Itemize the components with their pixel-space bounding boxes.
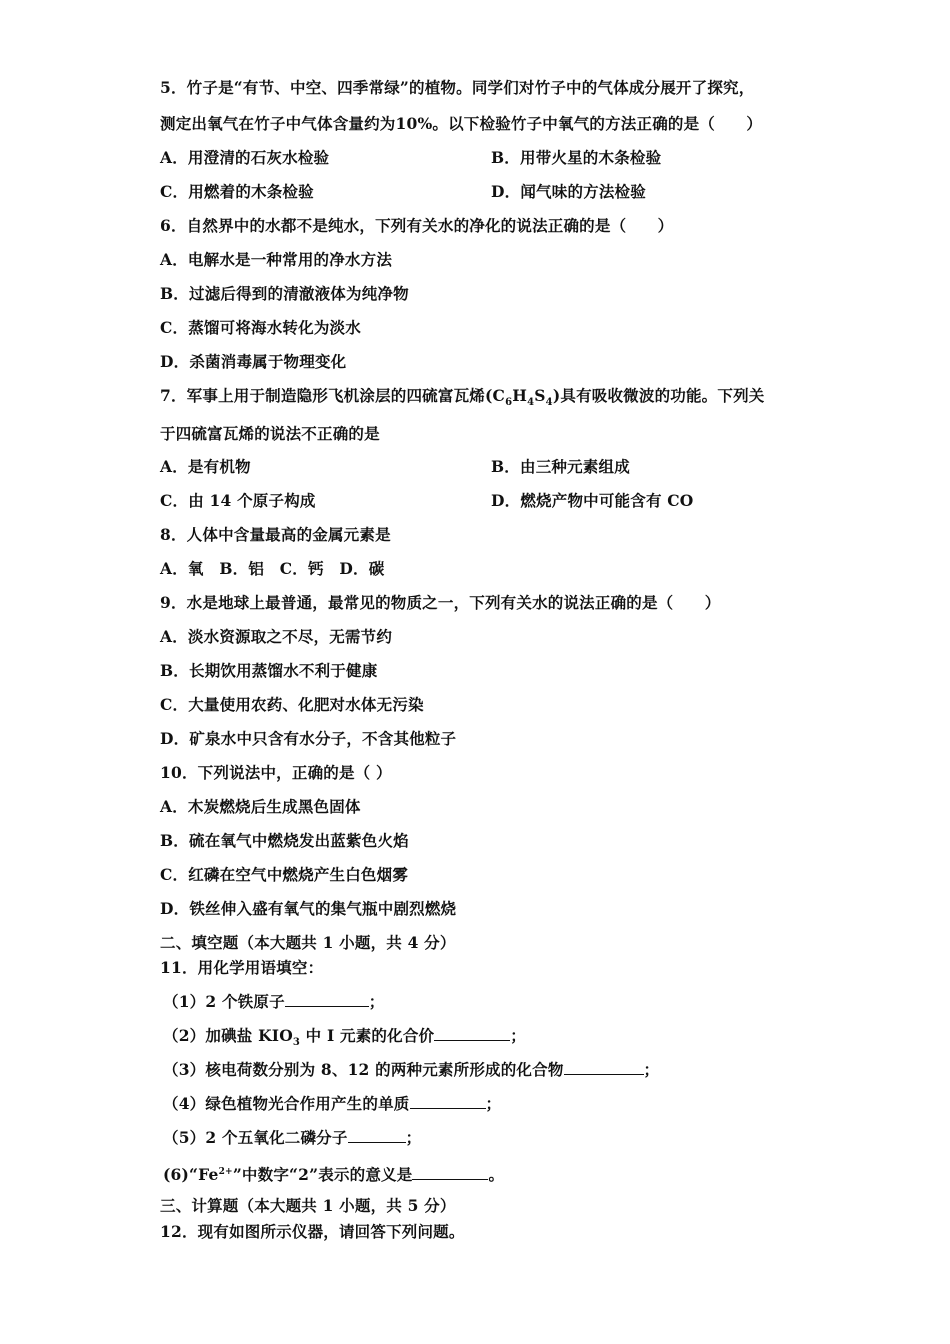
q11-part1-end: ； [368,992,385,1011]
q6-option-d: D．杀菌消毒属于物理变化 [160,352,347,371]
q10-option-b: B．硫在氧气中燃烧发出蓝紫色火焰 [160,831,409,850]
q5-option-d: D．闻气味的方法检验 [491,182,646,201]
section-fill-in-heading: 二、填空题（本大题共 1 小题，共 4 分） [160,933,456,952]
q7-option-b: B．由三种元素组成 [491,457,630,476]
q11-part2 [163,1026,526,1053]
q11-stem: 11．用化学用语填空： [160,958,324,977]
q10-option-d: D．铁丝伸入盛有氧气的集气瓶中剧烈燃烧 [160,899,457,918]
q10-option-c: C．红磷在空气中燃烧产生白色烟雾 [160,865,409,884]
q5-option-c: C．用燃着的木条检验 [160,182,314,201]
q11-part2-text-mid: 中 I 元素的化合价 [300,1026,435,1045]
q11-part2-text: （2）加碘盐 KIO [163,1026,293,1045]
q7-formula-h: H [512,386,528,405]
q11-part5-answer-blank[interactable] [348,1128,406,1143]
q7-stem-line1-post: )具有吸收微波的功能。下列关 [552,386,765,405]
q5-option-b: B．用带火星的木条检验 [491,148,662,167]
q11-part4-answer-blank[interactable] [410,1094,486,1109]
q7-option-c: C．由 14 个原子构成 [160,491,316,510]
q11-part1-text: （1）2 个铁原子 [163,992,285,1011]
q7-stem-line1-pre: 7．军事上用于制造隐形飞机涂层的四硫富瓦烯(C [160,386,506,405]
q11-part4-end: ； [485,1094,502,1113]
q8-options: A．氧 B．铝 C．钙 D．碳 [160,559,385,578]
q11-part6-text-mid: ”中数字“2”表示的意义是 [232,1165,413,1185]
q11-part5-end: ； [405,1128,422,1147]
q10-stem: 10．下列说法中，正确的是（ ） [160,763,392,782]
q11-part6-end: 。 [488,1165,505,1185]
q7-option-a: A．是有机物 [160,457,251,476]
q11-part6 [163,1162,504,1185]
q5-stem-line1: 5．竹子是“有节、中空、四季常绿”的植物。同学们对竹子中的气体成分展开了探究， [160,78,755,97]
q11-part4 [163,1094,501,1114]
q11-part2-sub: 3 [292,1037,301,1049]
q11-part6-text: (6)“Fe [163,1165,219,1185]
q7-option-d: D．燃烧产物中可能含有 CO [491,491,694,510]
q7-stem-line1 [160,386,764,413]
q11-part2-answer-blank[interactable] [434,1026,510,1041]
section-calculation-heading: 三、计算题（本大题共 1 小题，共 5 分） [160,1196,456,1215]
q11-part2-end: ； [510,1026,526,1045]
q8-stem: 8．人体中含量最高的金属元素是 [160,525,391,544]
q7-formula-s: S [534,386,546,405]
q9-option-b: B．长期饮用蒸馏水不利于健康 [160,661,378,680]
q11-part4-text: （4）绿色植物光合作用产生的单质 [163,1094,410,1113]
q6-option-b: B．过滤后得到的清澈液体为纯净物 [160,284,409,303]
q9-stem: 9．水是地球上最普通，最常见的物质之一，下列有关水的说法正确的是（ ） [160,593,721,612]
q9-option-d: D．矿泉水中只含有水分子，不含其他粒子 [160,729,457,748]
q6-stem: 6．自然界中的水都不是纯水，下列有关水的净化的说法正确的是（ ） [160,216,674,235]
q11-part6-sup: 2+ [218,1167,233,1177]
q11-part5 [163,1128,421,1148]
q11-part3-text: （3）核电荷数分别为 8、12 的两种元素所形成的化合物 [163,1060,564,1079]
q6-option-c: C．蒸馏可将海水转化为淡水 [160,318,361,337]
q7-formula-sub-c: 6 [505,397,513,409]
q6-option-a: A．电解水是一种常用的净水方法 [160,250,393,269]
q11-part1-answer-blank[interactable] [285,992,369,1007]
q5-stem-line2: 测定出氧气在竹子中气体含量约为10%。以下检验竹子中氧气的方法正确的是（ ） [160,114,763,133]
q11-part3-answer-blank[interactable] [564,1060,644,1075]
q7-stem-line2: 于四硫富瓦烯的说法不正确的是 [160,424,380,443]
q11-part3-end: ； [643,1060,660,1079]
q9-option-a: A．淡水资源取之不尽，无需节约 [160,627,393,646]
q5-option-a: A．用澄清的石灰水检验 [160,148,330,167]
q7-formula-sub-h: 4 [527,397,535,409]
q11-part1 [163,992,384,1012]
q12-stem: 12．现有如图所示仪器，请回答下列问题。 [160,1222,465,1241]
q9-option-c: C．大量使用农药、化肥对水体无污染 [160,695,424,714]
q10-option-a: A．木炭燃烧后生成黑色固体 [160,797,361,816]
q11-part3 [163,1060,659,1080]
q7-formula-sub-s: 4 [545,397,553,409]
q11-part6-answer-blank[interactable] [412,1165,488,1180]
q11-part5-text: （5）2 个五氧化二磷分子 [163,1128,348,1147]
